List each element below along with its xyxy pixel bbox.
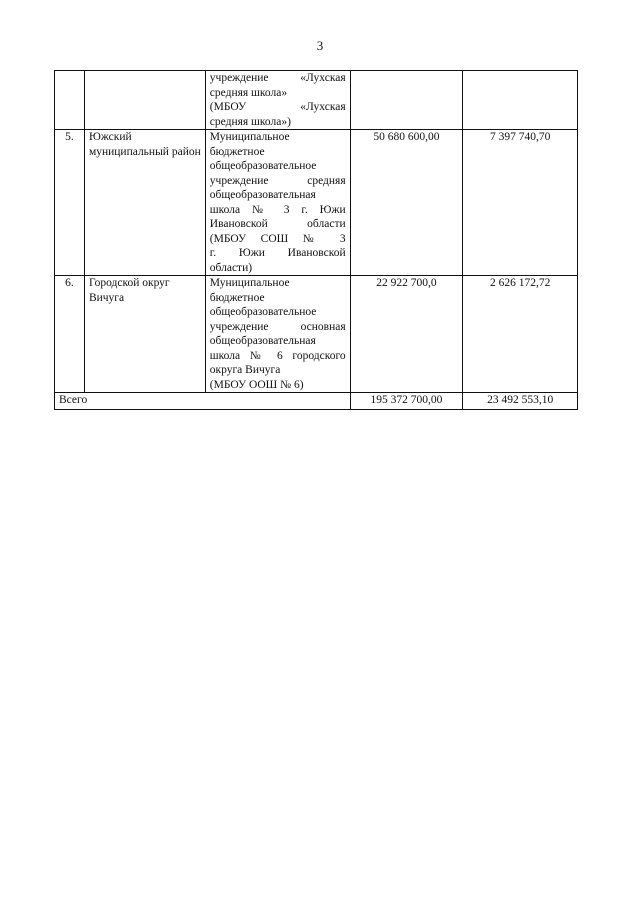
organization-line: общеобразовательная [209,189,316,201]
organization-line: (МБОУ «Лухская [209,101,346,113]
organization-line: области) [209,261,253,274]
organization-line: учреждение основная [209,320,346,333]
organization-line: учреждение «Лухская [209,72,346,84]
organization-cell [205,130,350,276]
organization-line: школа № 3 г. Южи [209,203,346,216]
amount-cell: 7 397 740,70 [463,130,578,276]
organization-line: школа № 6 городского [209,349,346,362]
municipality-cell [84,71,205,130]
table-row [55,276,578,393]
funding-table [54,70,578,410]
amount-cell: 2 626 172,72 [463,276,578,393]
organization-line: учреждение средняя [209,174,346,187]
organization-line: (МБОУ СОШ № 3 [209,232,346,245]
total-amount-cell: 23 492 553,10 [463,393,578,410]
organization-line: средняя школа» [209,86,288,99]
row-number: 6. [55,276,85,393]
organization-line: общеобразовательная [209,335,316,347]
table-row [55,130,578,276]
organization-line: округа Вичуга [209,364,281,376]
amount-cell: 22 922 700,0 [350,276,463,393]
municipality-cell: Городской округ Вичуга [84,276,205,393]
amount-cell: 50 680 600,00 [350,130,463,276]
organization-cell [205,71,350,130]
total-label: Всего [55,393,351,410]
page-number: 3 [316,38,324,53]
amount-cell [463,71,578,130]
amount-cell [350,71,463,130]
organization-line: (МБОУ ООШ № 6) [209,378,304,391]
total-amount-cell: 195 372 700,00 [350,393,463,410]
organization-line: общеобразовательное [209,160,317,172]
organization-line: Ивановской области [209,218,346,230]
total-row [55,393,578,410]
organization-line: Муниципальное [209,131,290,143]
row-number [55,71,85,130]
organization-line: средняя школа») [209,115,291,128]
municipality-cell: Южский муниципальный район [84,130,205,276]
organization-line: бюджетное [209,291,265,304]
row-number: 5. [55,130,85,276]
organization-line: г. Южи Ивановской [209,247,346,259]
organization-line: бюджетное [209,145,265,158]
table-row [55,71,578,130]
organization-cell [205,276,350,393]
organization-line: Муниципальное [209,277,290,289]
organization-line: общеобразовательное [209,306,317,318]
